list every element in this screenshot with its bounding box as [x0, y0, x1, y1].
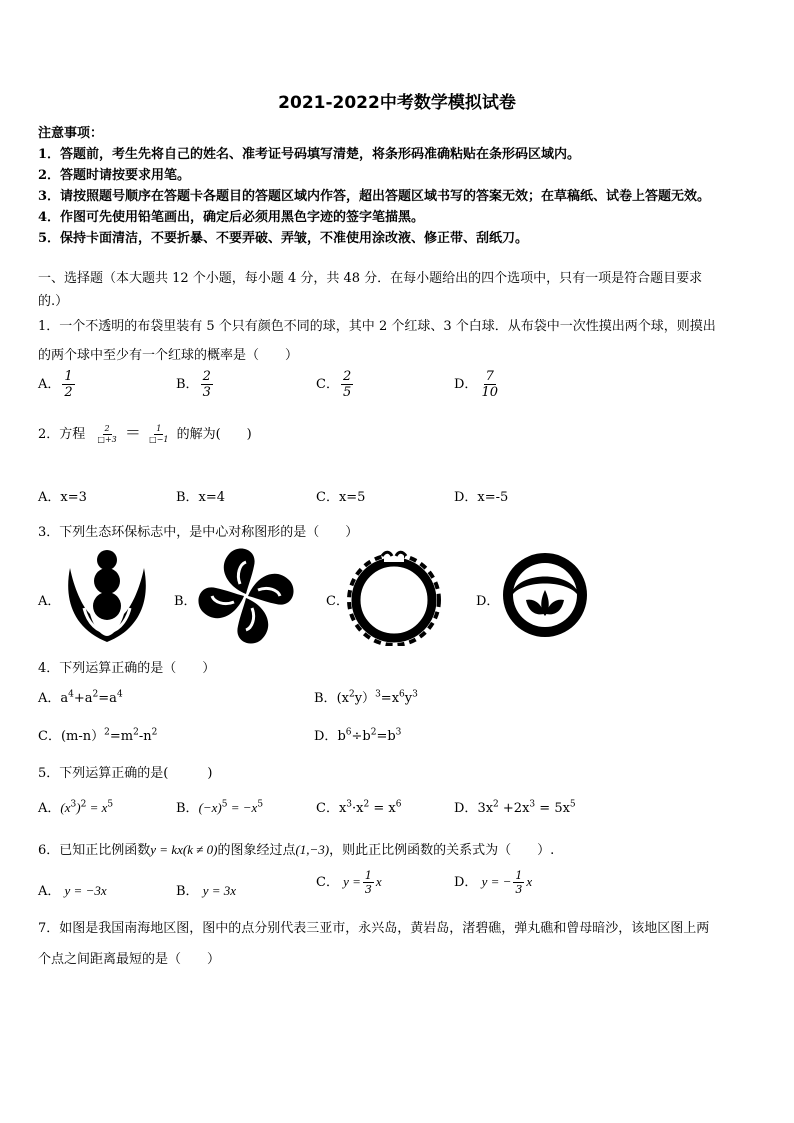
- q2-option-d: D．x=-5: [454, 490, 509, 505]
- section-heading: 一、选择题（本大题共 12 个小题，每小题 4 分，共 48 分．在每小题给出的四个选项中，只有一项是符合题目要求: [38, 271, 703, 286]
- notice-item: 3．请按照题号顺序在答题卡各题目的答题区域内作答，超出答题区域书写的答案无效；在草稿纸、试卷上答题无效。: [38, 189, 711, 204]
- q1-option-a: A． $\frac{1}{2}$: [38, 369, 73, 400]
- notice-heading: 注意事项：: [38, 126, 104, 141]
- q3-option-a: A．: [38, 594, 61, 609]
- q6-option-c: C． y = $\frac{1}{3}$ x: [316, 869, 382, 896]
- q1-option-c: C． $\frac{2}{5}$: [316, 369, 352, 400]
- q5-option-b: B．$(-x)^5 = -x^5$: [176, 799, 264, 816]
- q5-option-c: C．$x^3\cdot x^2 = x^6$: [316, 799, 402, 816]
- notice-item: 2．答题时请按要求用笔。: [38, 168, 191, 183]
- notice-item: 5．保持卡面清洁，不要折暴、不要弄破、弄皱，不准使用涂改液、修正带、刮纸刀。: [38, 231, 529, 246]
- q2-option-b: B．x=4: [176, 490, 226, 505]
- q1-option-b: B． $\frac{2}{3}$: [176, 369, 211, 400]
- eco-logo-a-image: [62, 548, 152, 646]
- q2-option-a: A．x=3: [38, 490, 87, 505]
- q3-option-b: B．: [174, 594, 197, 609]
- question-6-text: 6．已知正比例函数y = kx(k ≠ 0)的图象经过点(1,−3)，则此正比例函数的关系式为（ ）.: [38, 842, 555, 858]
- q5-option-d: D．$3x^2 +2x^3 = 5x^5$: [454, 799, 576, 816]
- eco-logo-d-image: [500, 550, 590, 640]
- section-heading-cont: 的.）: [38, 294, 69, 309]
- notice-item: 4．作图可先使用铅笔画出，确定后必须用黑色字迹的签字笔描黑。: [38, 210, 425, 225]
- q4-option-c: C．$(m-n)^2=m^2-n^2$: [38, 727, 158, 744]
- question-3-text: 3．下列生态环保标志中，是中心对称图形的是（ ）: [38, 525, 359, 540]
- q4-option-a: A．$a^4+a^2=a^4$: [38, 689, 123, 706]
- eco-logo-b-image: [196, 546, 296, 646]
- notice-item: 1．答题前，考生先将自己的姓名、准考证号码填写清楚，将条形码准确粘贴在条形码区域内。: [38, 147, 581, 162]
- q3-option-c: C．: [326, 594, 349, 609]
- question-7-text: 7．如图是我国南海地区图，图中的点分别代表三亚市，永兴岛，黄岩岛，渚碧礁，弹丸礁和曾母暗沙，该地区图上两: [38, 921, 710, 936]
- question-1-text: 1．一个不透明的布袋里装有 5 个只有颜色不同的球，其中 2 个红球、3 个白球．从布袋中一次性摸出两个球，则摸出: [38, 319, 716, 334]
- q5-option-a: A．$(x^3)^2 = x^5$: [38, 799, 114, 816]
- question-2-text: 2．方程 $\frac{2}{□+3}$ ＝ $\frac{1}{□-1}$ 的解为( ): [38, 423, 252, 444]
- question-1-text-cont: 的两个球中至少有一个红球的概率是（ ）: [38, 348, 299, 363]
- question-4-text: 4．下列运算正确的是（ ）: [38, 661, 216, 676]
- q4-option-b: B．$(x^2y)^3=x^6y^3$: [314, 689, 418, 706]
- eco-logo-c-image: [344, 546, 444, 646]
- q6-option-a: A． y = −3x: [38, 883, 107, 899]
- q3-option-d: D．: [476, 594, 500, 609]
- question-7-text-cont: 个点之间距离最短的是（ ）: [38, 952, 221, 967]
- q6-option-b: B． y = 3x: [176, 883, 237, 899]
- page-title: 2021-2022中考数学模拟试卷: [278, 93, 516, 113]
- q2-option-c: C．x=5: [316, 490, 366, 505]
- q1-option-d: D． $\frac{7}{10}$: [454, 369, 498, 400]
- q6-option-d: D． y = − $\frac{1}{3}$ x: [454, 869, 533, 896]
- q4-option-d: D．$b^6\div b^2=b^3$: [314, 727, 402, 744]
- question-5-text: 5．下列运算正确的是( ): [38, 766, 213, 781]
